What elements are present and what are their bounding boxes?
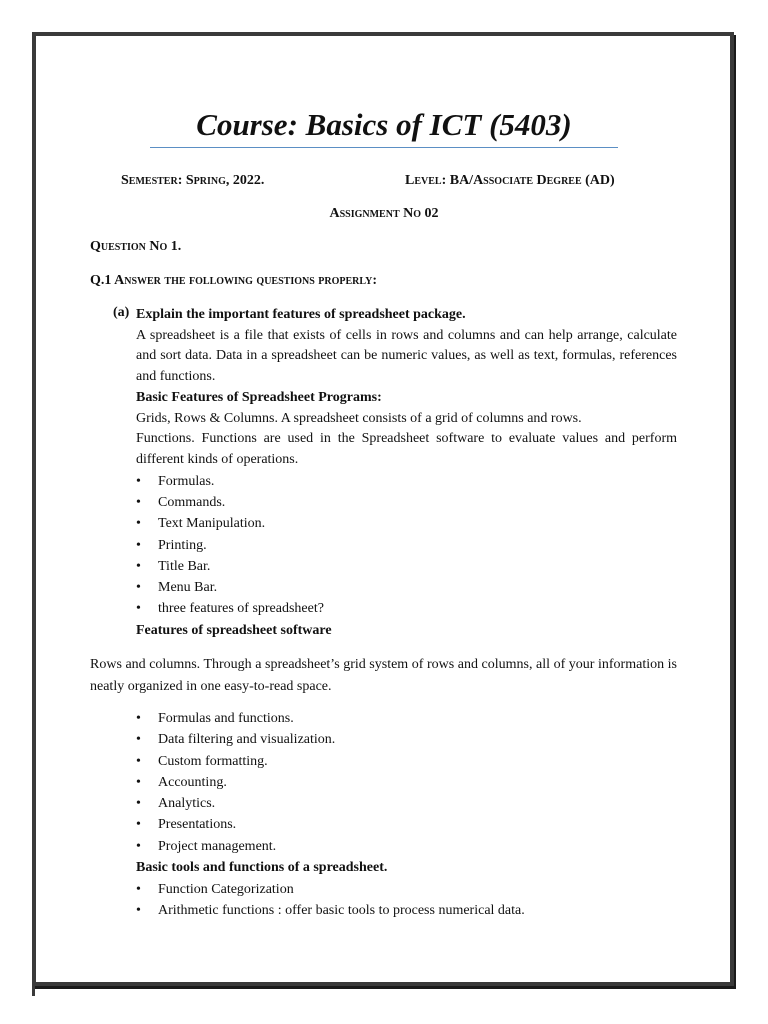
list-item: • Analytics.	[136, 793, 677, 814]
part-heading: Explain the important features of spreadsheet package.	[136, 307, 466, 322]
list-item: • Title Bar.	[136, 556, 677, 577]
list-item: • Formulas.	[136, 471, 677, 492]
assignment-label: Assignment No 02	[329, 206, 439, 221]
list-item: • Printing.	[136, 535, 677, 556]
software-features-block	[136, 708, 677, 921]
list-item: • Arithmetic functions : offer basic tools to process numerical data.	[136, 900, 677, 921]
list-item: • Accounting.	[136, 772, 677, 793]
list-item: • Formulas and functions.	[136, 708, 677, 729]
list-item: • Custom formatting.	[136, 751, 677, 772]
list-item: • Text Manipulation.	[136, 513, 677, 534]
course-title: Course: Basics of ICT (5403)	[196, 107, 572, 142]
title-underline	[150, 147, 618, 148]
question-number: Question No 1.	[90, 239, 182, 254]
question-instruction: Q.1 Answer the following questions properly:	[90, 273, 378, 288]
list-item: • Commands.	[136, 492, 677, 513]
basic-features-list	[136, 471, 677, 620]
intro-paragraph: A spreadsheet is a file that exists of cells in rows and columns and can help arrange, calculate and sort data. Data in a spreadsheet can be numeric values, as well as text, formulas, references and functions.	[136, 327, 677, 385]
level-label: Level: BA/Associate Degree (AD)	[405, 173, 615, 188]
software-features-list	[136, 708, 677, 857]
list-item: • Data filtering and visualization.	[136, 729, 677, 750]
tools-heading: Basic tools and functions of a spreadsheet.	[136, 860, 388, 876]
list-item: • Function Categorization	[136, 879, 677, 900]
list-item: • Project management.	[136, 836, 677, 857]
list-item: • three features of spreadsheet?	[136, 598, 677, 619]
part-a-content	[136, 305, 677, 641]
tools-list	[136, 879, 677, 922]
basic-features-heading: Basic Features of Spreadsheet Programs:	[136, 389, 382, 405]
grids-line: Grids, Rows & Columns. A spreadsheet consists of a grid of columns and rows.	[136, 410, 582, 426]
page-border-mark	[32, 986, 35, 996]
rows-columns-paragraph: Rows and columns. Through a spreadsheet’s grid system of rows and columns, all of your information is neatly organized in one easy-to-read space.	[90, 657, 677, 694]
software-features-heading: Features of spreadsheet software	[136, 622, 332, 638]
list-item: • Presentations.	[136, 814, 677, 835]
part-label: (a)	[113, 305, 130, 320]
semester-label: Semester: Spring, 2022.	[121, 173, 265, 188]
list-item: • Menu Bar.	[136, 577, 677, 598]
functions-line: Functions. Functions are used in the Spreadsheet software to evaluate values and perform different kinds of operations.	[136, 431, 677, 467]
